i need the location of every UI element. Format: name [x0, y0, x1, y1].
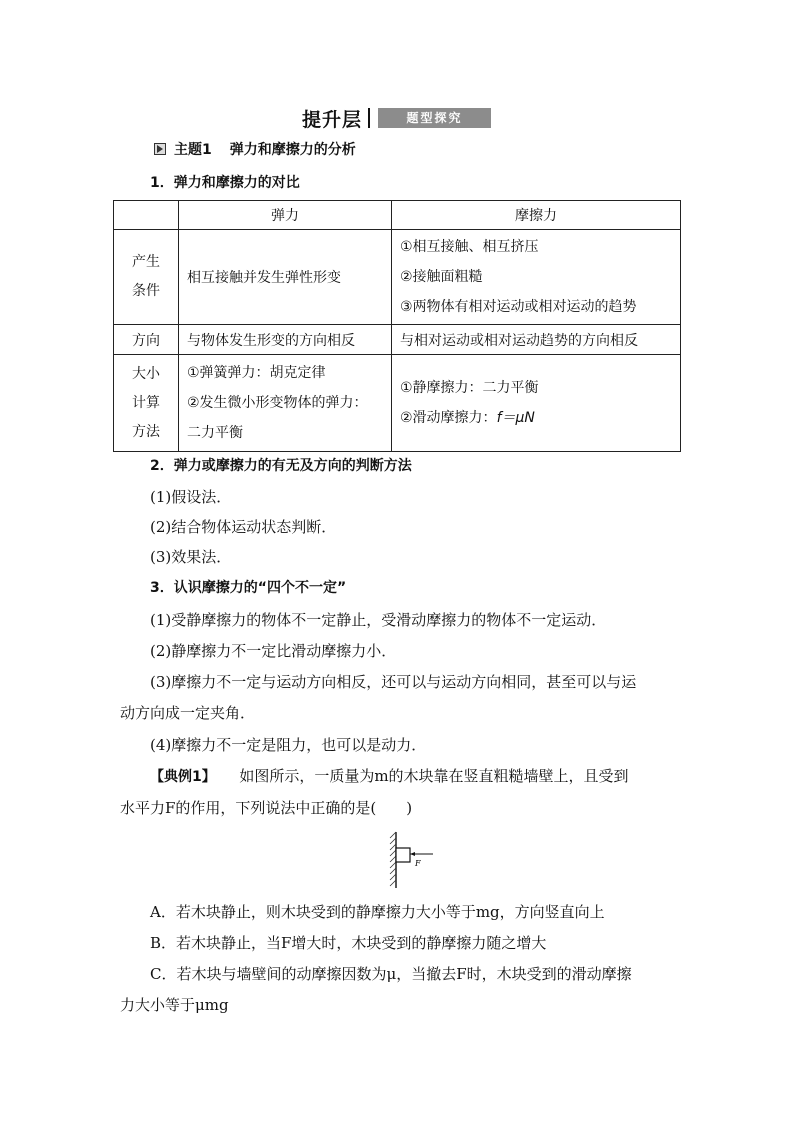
friction-text: ③两物体有相对运动或相对运动的趋势 [400, 299, 637, 315]
list-item: (1)假设法． [150, 488, 232, 506]
list-item: (3)效果法． [150, 548, 232, 566]
table-header-row [114, 201, 681, 230]
row-label-text: 计算 [132, 394, 160, 411]
elastic-text: ①弹簧弹力：胡克定律 [187, 365, 326, 381]
elastic-cell [179, 355, 392, 452]
topic-heading [154, 139, 356, 159]
friction-text: ①静摩擦力：二力平衡 [400, 380, 539, 396]
section2-heading: 2．弹力或摩擦力的有无及方向的判断方法 [150, 458, 412, 474]
option-c: C．若木块与墙壁间的动摩擦因数为μ，当撤去F时，木块受到的滑动摩擦 [150, 965, 632, 983]
force-label: F [415, 859, 421, 868]
play-icon [154, 143, 166, 155]
row-label-text: 大小 [132, 365, 160, 382]
section3-heading: 3．认识摩擦力的“四个不一定” [150, 580, 347, 596]
table-row [114, 325, 681, 355]
section-title [302, 106, 491, 130]
wall-hatching [390, 832, 396, 886]
elastic-cell: 与物体发生形变的方向相反 [179, 325, 392, 355]
row-label: 方向 [114, 325, 179, 355]
elastic-cell: 相互接触并发生弹性形变 [179, 230, 392, 325]
title-text: 提升层 [302, 108, 363, 131]
table-row [114, 230, 681, 325]
friction-text: ②滑动摩擦力：f＝μN [400, 410, 535, 426]
section1-heading: 1．弹力和摩擦力的对比 [150, 175, 300, 191]
list-item: (2)静摩擦力不一定比滑动摩擦力小． [150, 642, 397, 660]
wall-block-figure [385, 830, 445, 890]
table-row [114, 355, 681, 452]
title-divider [368, 108, 370, 128]
example-question: 如图所示，一质量为m的木块靠在竖直粗糙墙壁上，且受到 [239, 767, 629, 785]
friction-text: ②接触面粗糙 [400, 269, 483, 285]
comparison-table [113, 200, 681, 452]
friction-text: ①相互接触、相互挤压 [400, 239, 539, 255]
force-arrowhead [410, 852, 415, 856]
example-question-continued: 水平力F的作用，下列说法中正确的是( ) [120, 799, 413, 817]
block [396, 848, 410, 862]
formula: f＝μN [496, 410, 535, 426]
row-label-text: 产生 [132, 254, 160, 270]
list-item: (3)摩擦力不一定与运动方向相反，还可以与运动方向相同，甚至可以与运 [150, 673, 637, 691]
topic-name: 弹力和摩擦力的分析 [229, 142, 356, 158]
row-label [114, 230, 179, 325]
example-line [150, 765, 629, 786]
row-label-text: 条件 [132, 283, 160, 299]
friction-cell [392, 230, 681, 325]
option-c-continued: 力大小等于μmg [120, 996, 229, 1014]
title-badge: 题型探究 [378, 108, 491, 128]
row-label-text: 方法 [132, 423, 160, 440]
option-b: B．若木块静止，当F增大时，木块受到的静摩擦力随之增大 [150, 934, 547, 952]
table-header-cell [114, 201, 179, 230]
table-header-cell: 弹力 [179, 201, 392, 230]
topic-label: 主题1 [174, 142, 212, 158]
row-label [114, 355, 179, 452]
list-item-continuation: 动方向成一定夹角． [120, 704, 256, 722]
elastic-text: ②发生微小形变物体的弹力： [187, 395, 368, 411]
list-item: (4)摩擦力不一定是阻力，也可以是动力． [150, 736, 427, 754]
friction-cell [392, 355, 681, 452]
elastic-text: 二力平衡 [187, 425, 243, 441]
friction-cell: 与相对运动或相对运动趋势的方向相反 [392, 325, 681, 355]
list-item: (1)受静摩擦力的物体不一定静止，受滑动摩擦力的物体不一定运动． [150, 611, 607, 629]
option-a: A．若木块静止，则木块受到的静摩擦力大小等于mg，方向竖直向上 [150, 903, 605, 921]
table-header-cell: 摩擦力 [392, 201, 681, 230]
example-tag: 【典例1】 [150, 769, 216, 785]
list-item: (2)结合物体运动状态判断． [150, 518, 337, 536]
